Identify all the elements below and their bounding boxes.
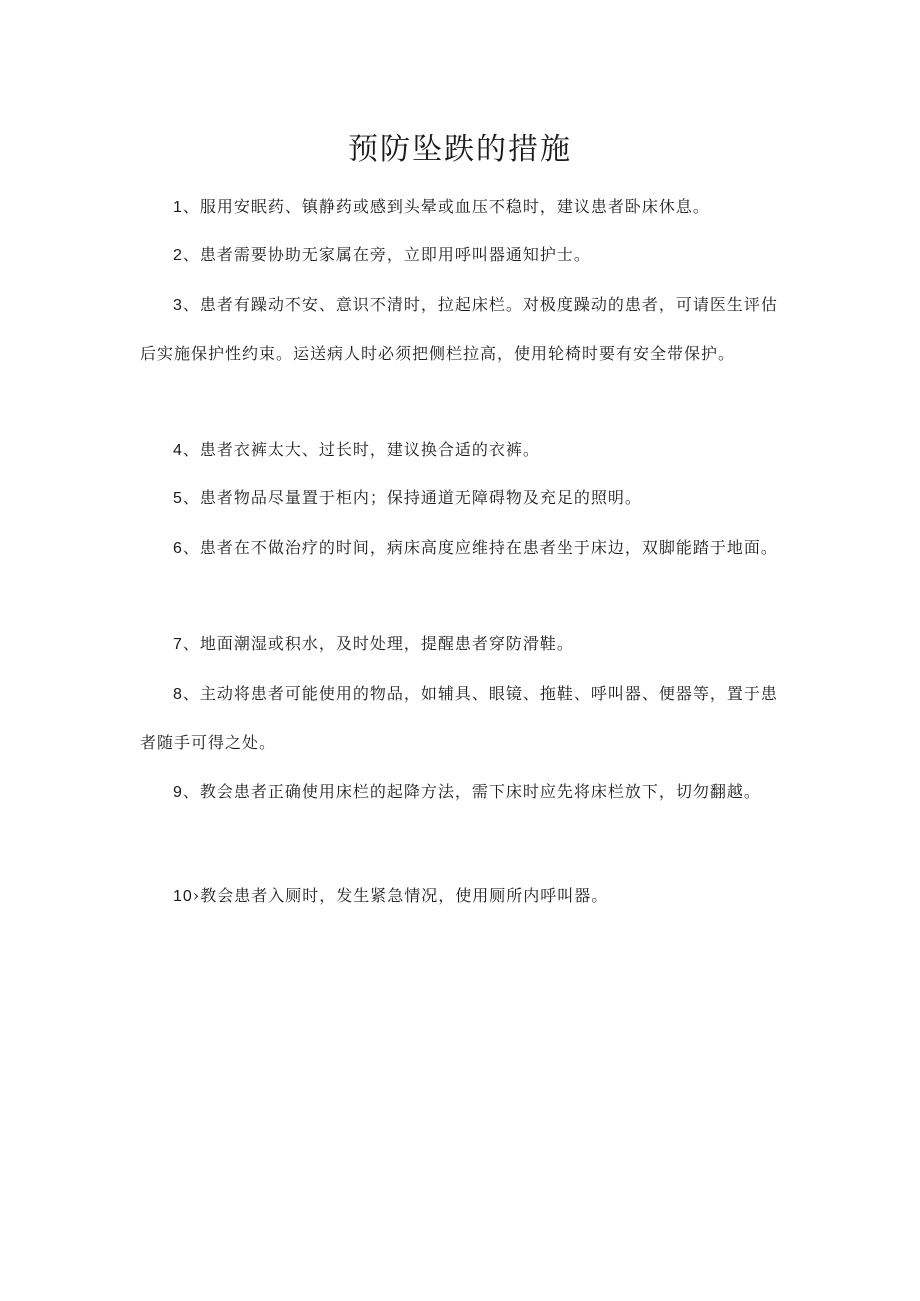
item-text: 服用安眠药、镇静药或感到头晕或血压不稳时，建议患者卧床休息。 — [199, 197, 710, 216]
item-separator: 、 — [182, 295, 200, 314]
item-text: 患者在不做治疗的时间，病床高度应维持在患者坐于床边，双脚能踏于地面。 — [199, 538, 778, 557]
list-item-6 — [140, 521, 782, 576]
item-text: 教会患者正确使用床栏的起降方法，需下床时应先将床栏放下，切勿翻越。 — [199, 782, 761, 801]
item-number: 3 — [173, 297, 183, 314]
item-text: 患者衣裤太大、过长时，建议换合适的衣裤。 — [199, 440, 540, 459]
list-item-9 — [140, 765, 782, 820]
item-number: 6 — [173, 540, 183, 557]
page-title: 预防坠跌的措施 — [348, 132, 572, 167]
item-text: 教会患者入厕时，发生紧急情况，使用厕所内呼叫器。 — [200, 886, 609, 905]
item-text: 患者物品尽量置于柜内；保持通道无障碍物及充足的照明。 — [199, 488, 642, 507]
item-number: 9 — [173, 784, 183, 801]
item-separator: 、 — [182, 197, 200, 216]
item-text: 主动将患者可能使用的物品，如辅具、眼镜、拖鞋、呼叫器、便器等，置于患者随手可得之处。 — [140, 684, 778, 752]
item-separator: 、 — [182, 782, 200, 801]
list-item-7 — [140, 620, 782, 669]
item-separator: 、 — [182, 634, 200, 653]
item-separator: 、 — [182, 538, 200, 557]
list-item-2 — [140, 231, 782, 280]
item-number: 4 — [173, 442, 183, 459]
list-item-10 — [140, 872, 782, 921]
list-item-3 — [140, 281, 782, 378]
item-text: 患者需要协助无家属在旁，立即用呼叫器通知护士。 — [199, 245, 591, 264]
item-number: 8 — [173, 686, 183, 703]
item-separator: 、 — [182, 684, 200, 703]
list-item-4 — [140, 426, 782, 475]
item-number: 2 — [173, 247, 183, 264]
list-item-8 — [140, 670, 782, 767]
list-item-1 — [140, 183, 782, 232]
item-number: 1 — [173, 199, 183, 216]
item-separator: 、 — [182, 245, 200, 264]
item-separator: 、 — [182, 488, 200, 507]
item-text: 患者有躁动不安、意识不清时，拉起床栏。对极度躁动的患者，可请医生评估后实施保护性约束。运送病人时必须把侧栏拉高，使用轮椅时要有安全带保护。 — [140, 295, 778, 363]
item-number: 7 — [173, 636, 183, 653]
item-separator: 、 — [182, 440, 200, 459]
item-separator: › — [192, 886, 201, 905]
list-item-5 — [140, 474, 782, 523]
item-text: 地面潮湿或积水，及时处理，提醒患者穿防滑鞋。 — [199, 634, 574, 653]
item-number: 10 — [173, 888, 193, 905]
item-number: 5 — [173, 490, 183, 507]
